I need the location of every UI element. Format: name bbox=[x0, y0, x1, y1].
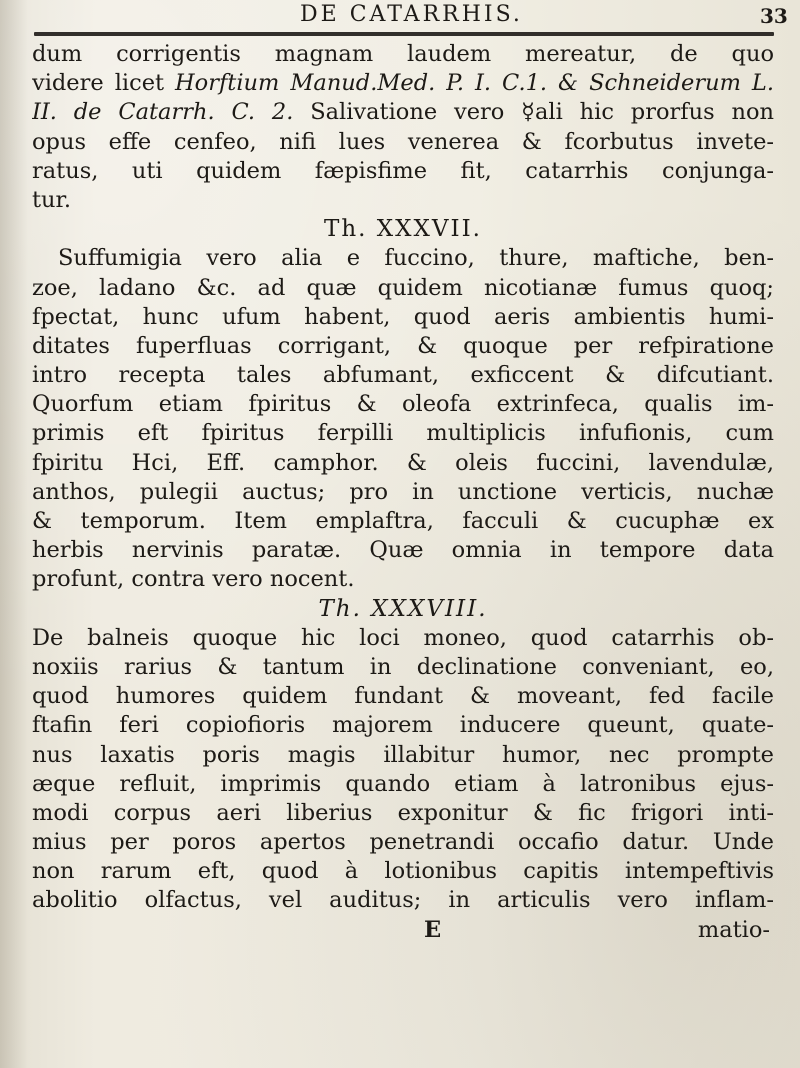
text-line: primis eft fpiritus ferpilli multiplicis infufionis, cum bbox=[32, 420, 774, 447]
text-line: intro recepta tales abfumant, exficcent & difcutiant. bbox=[32, 362, 774, 389]
text-line bbox=[32, 98, 774, 127]
text-line: mius per poros apertos penetrandi occafio datur. Unde bbox=[32, 829, 774, 856]
text-segment: videre licet bbox=[32, 70, 176, 97]
text-line: noxiis rarius & tantum in declinatione conveniant, eo, bbox=[32, 653, 774, 680]
text-line: opus effe cenfeo, nifi lues venerea & fcorbutus invete- bbox=[32, 128, 774, 155]
text-line: ftafin feri copiofioris majorem inducere queunt, quate- bbox=[32, 712, 774, 739]
text-segment: Salivatione vero ☿ali hic prorfus non bbox=[293, 99, 774, 126]
binding-shadow bbox=[0, 0, 28, 1068]
text-line: dum corrigentis magnam laudem mereatur, de quo bbox=[32, 41, 774, 67]
text-line: fpectat, hunc ufum habent, quod aeris ambientis humi- bbox=[32, 303, 774, 330]
text-line: æque refluit, imprimis quando etiam à latronibus ejus- bbox=[32, 770, 774, 797]
text-line: quod humores quidem fundant & moveant, fed facile bbox=[32, 683, 774, 710]
running-head: DE CATARRHIS. bbox=[300, 2, 523, 27]
text-line: Quorfum etiam fpiritus & oleofa extrinfeca, qualis im- bbox=[32, 391, 774, 418]
catchline bbox=[32, 916, 774, 945]
text-line: ratus, uti quidem fæpisfime fit, catarrhis conjunga- bbox=[32, 157, 774, 184]
thesis-heading: Th. XXXVIII. bbox=[318, 595, 488, 622]
text-line: profunt, contra vero nocent. bbox=[32, 566, 355, 593]
signature-mark: E bbox=[424, 916, 442, 943]
text-line: nus laxatis poris magis illabitur humor, nec prompte bbox=[32, 741, 774, 768]
text-line: modi corpus aeri liberius exponitur & fic frigori inti- bbox=[32, 799, 774, 826]
body-text bbox=[32, 40, 774, 945]
text-line: herbis nervinis paratæ. Quæ omnia in tempore data bbox=[32, 537, 774, 564]
thesis-heading: Th. XXXVII. bbox=[324, 216, 482, 243]
catchword: matio- bbox=[697, 916, 770, 943]
header-rule bbox=[34, 32, 774, 36]
citation-text: II. de Catarrh. C. 2. bbox=[32, 99, 294, 126]
text-line: fpiritu Hci, Eff. camphor. & oleis fuccini, lavendulæ, bbox=[32, 449, 774, 476]
page-header bbox=[0, 0, 800, 42]
text-line: ditates fuperfluas corrigant, & quoque per refpiratione bbox=[32, 332, 774, 359]
text-line: tur. bbox=[32, 186, 71, 213]
text-line: Suffumigia vero alia e fuccino, thure, maftiche, ben- bbox=[58, 245, 774, 272]
text-line: zoe, ladano &c. ad quæ quidem nicotianæ fumus quoq; bbox=[32, 274, 774, 301]
citation-text: Horftium Manud.Med. P. I. C.1. & Schneiderum L. bbox=[175, 70, 774, 97]
text-line: abolitio olfactus, vel auditus; in articulis vero inflam- bbox=[32, 887, 774, 914]
text-line: anthos, pulegii auctus; pro in unctione verticis, nuchæ bbox=[32, 478, 774, 505]
page-number: 33 bbox=[760, 4, 788, 28]
text-line bbox=[32, 69, 774, 98]
text-line: & temporum. Item emplaftra, facculi & cucuphæ ex bbox=[32, 508, 774, 534]
text-line: non rarum eft, quod à lotionibus capitis intempeftivis bbox=[32, 858, 774, 885]
text-line: De balneis quoque hic loci moneo, quod catarrhis ob- bbox=[32, 624, 774, 651]
